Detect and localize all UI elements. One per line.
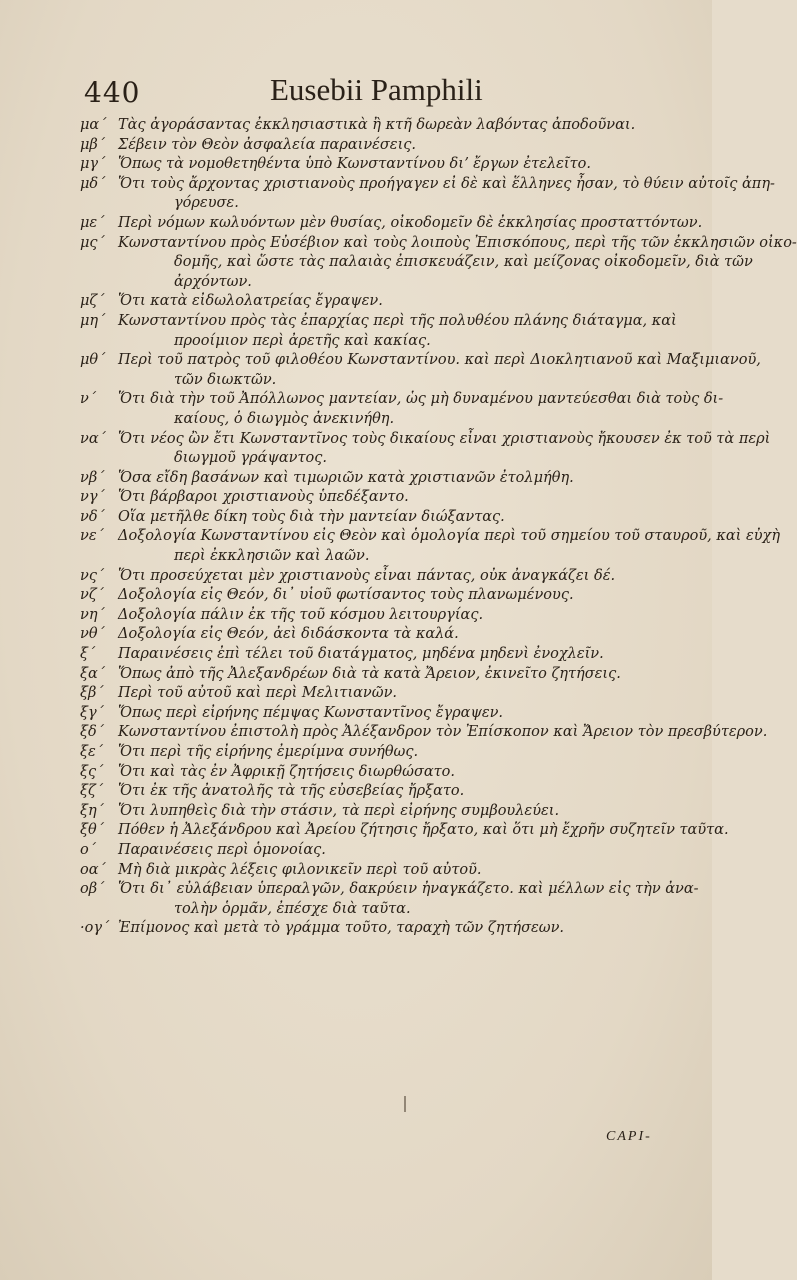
chapter-summary: [118, 527, 780, 566]
chapter-number: ξε΄: [80, 744, 104, 760]
chapter-summary: [118, 704, 680, 724]
chapter-number: μς΄: [80, 234, 105, 251]
chapter-summary: [118, 802, 680, 822]
chapter-entry: [80, 606, 680, 626]
chapter-summary-line: Σέβειν τὸν Θεὸν ἀσφαλεία παραινέσεις.: [118, 136, 417, 153]
chapter-entry: [80, 116, 680, 136]
chapter-summary-line: Οἵα μετῆλθε δίκη τοὺς διὰ τὴν μαντείαν διώξαντας.: [118, 508, 505, 525]
chapter-number: νς΄: [80, 567, 105, 584]
chapter-number: νη΄: [80, 606, 105, 623]
chapter-entry: [80, 821, 729, 841]
chapter-entry: [80, 880, 699, 919]
chapter-number: να΄: [80, 430, 106, 447]
chapter-summary-line: Δοξολογία πάλιν ἐκ τῆς τοῦ κόσμου λειτουργίας.: [118, 606, 484, 623]
chapter-summary: [118, 821, 729, 841]
chapter-summary-line: Ὅτι περὶ τῆς εἰρήνης ἐμερίμνα συνήθως.: [118, 744, 419, 760]
chapter-summary: [118, 586, 680, 606]
chapter-summary: [118, 665, 680, 685]
chapter-number: ξθ΄: [80, 822, 104, 839]
chapter-summary-line: Τὰς ἀγοράσαντας ἐκκλησιαστικὰ ἢ κτῆ δωρεὰν λαβόντας ἀποδοῦναι.: [118, 117, 636, 133]
chapter-entry: [80, 743, 680, 763]
chapter-summary: [118, 390, 723, 429]
catchword: CAPI-: [606, 1129, 652, 1144]
chapter-entry: [80, 802, 680, 822]
chapter-summary: [118, 782, 680, 802]
chapter-entry: [80, 469, 680, 489]
chapter-summary-line: Δοξολογία εἰς Θεόν, δι᾽ υἱοῦ φωτίσαντος τοὺς πλανωμένους.: [118, 587, 574, 604]
chapter-entry: [80, 155, 680, 175]
chapter-entry: [80, 567, 680, 587]
chapter-summary: [118, 645, 680, 665]
chapter-number: μα΄: [80, 117, 107, 133]
chapter-summary: [118, 292, 680, 312]
chapter-summary: [118, 684, 680, 704]
chapter-number: ξη΄: [80, 802, 104, 819]
chapter-summary-line: Περὶ τοῦ αὐτοῦ καὶ περὶ Μελιτιανῶν.: [118, 685, 397, 702]
chapter-summary: [118, 312, 680, 351]
chapter-summary-line: Κωνσταντίνου πρὸς τὰς ἐπαρχίας περὶ τῆς πολυθέου πλάνης διάταγμα, καὶ: [118, 312, 677, 329]
chapter-entry: [80, 841, 680, 861]
chapter-number: μθ΄: [80, 352, 106, 369]
chapter-summary: [118, 625, 680, 645]
chapter-summary-line: γόρευσε.: [174, 195, 239, 212]
chapter-summary-line: Κωνσταντίνου ἐπιστολὴ πρὸς Ἀλέξανδρον τὸν Ἐπίσκοπον καὶ Ἄρειον τὸν πρεσβύτερον.: [118, 724, 768, 741]
chapter-summary-line: Ὅτι προσεύχεται μὲν χριστιανοὺς εἶναι πάντας, οὐκ ἀναγκάζει δέ.: [118, 567, 616, 584]
chapter-entry: [80, 312, 680, 351]
chapter-summary: [118, 919, 680, 939]
chapter-summary-line: Ὅπως ἀπὸ τῆς Ἀλεξανδρέων διὰ τὰ κατὰ Ἄρειον, ἐκινεῖτο ζητήσεις.: [118, 665, 621, 682]
chapter-entry: [80, 586, 680, 606]
chapter-entry: [80, 234, 797, 293]
chapter-entry: [80, 351, 761, 390]
chapter-summary: [118, 214, 702, 234]
chapter-entry: [80, 919, 680, 939]
chapter-number: μδ΄: [80, 175, 106, 192]
chapter-summary: [118, 763, 680, 783]
chapter-summary-line: Ὅσα εἴδη βασάνων καὶ τιμωριῶν κατὰ χριστιανῶν ἐτολμήθη.: [118, 469, 574, 486]
chapter-number: ξδ΄: [80, 724, 104, 741]
chapter-number: νζ΄: [80, 587, 104, 604]
chapter-summary-line: ἀρχόντων.: [174, 273, 252, 290]
chapter-number: μγ΄: [80, 156, 106, 173]
chapter-entry: [80, 430, 771, 469]
chapter-summary: [118, 136, 680, 156]
chapter-entry: [80, 625, 680, 645]
chapter-summary: [118, 508, 680, 528]
chapter-summary-line: Ὅτι λυπηθεὶς διὰ τὴν στάσιν, τὰ περὶ εἰρήνης συμβουλεύει.: [118, 802, 560, 819]
chapter-number: ξς΄: [80, 763, 104, 780]
chapter-summary: [118, 155, 680, 175]
chapter-summary-line: Ὅτι τοὺς ἄρχοντας χριστιανοὺς προήγαγεν εἰ δὲ καὶ ἕλληνες ἦσαν, τὸ θύειν αὐτοῖς ἀπη-: [118, 175, 775, 192]
chapter-summary-line: τῶν διωκτῶν.: [174, 371, 277, 388]
chapter-summary: [118, 469, 680, 489]
chapter-entry: [80, 861, 680, 881]
chapter-summary-line: Ὅτι νέος ὢν ἔτι Κωνσταντῖνος τοὺς δικαίους εἶναι χριστιανοὺς ἤκουσεν ἐκ τοῦ τὰ περὶ: [118, 430, 771, 447]
chapter-summary: [118, 116, 680, 136]
chapter-entry: [80, 136, 680, 156]
chapter-summary-line: Περὶ νόμων κωλυόντων μὲν θυσίας, οἰκοδομεῖν δὲ ἐκκλησίας προσταττόντων.: [118, 214, 703, 231]
chapter-summary: [118, 743, 680, 763]
chapter-number: νθ΄: [80, 626, 105, 643]
chapter-summary-line: καίους, ὁ διωγμὸς ἀνεκινήθη.: [174, 410, 395, 427]
chapter-entry: [80, 175, 775, 214]
chapter-summary: [118, 175, 775, 214]
chapter-entry: [80, 508, 680, 528]
page-header: [84, 72, 652, 112]
chapter-summary-line: τολὴν ὁρμᾶν, ἐπέσχε διὰ ταῦτα.: [174, 900, 411, 917]
chapter-summary: [118, 488, 680, 508]
chapter-index-list: [80, 116, 797, 939]
chapter-summary-line: Κωνσταντίνου πρὸς Εὐσέβιον καὶ τοὺς λοιποὺς Ἐπισκόπους, περὶ τῆς τῶν ἐκκλησιῶν οἰκο-: [118, 234, 797, 251]
chapter-number: ξβ΄: [80, 685, 104, 702]
chapter-number: οβ΄: [80, 881, 105, 898]
chapter-summary-line: Ὅτι διὰ τὴν τοῦ Ἀπόλλωνος μαντείαν, ὡς μὴ δυναμένου μαντεύεσθαι διὰ τοὺς δι-: [118, 391, 724, 408]
running-title: Eusebii Pamphili: [270, 72, 483, 107]
chapter-summary-line: Ὅτι κατὰ εἰδωλολατρείας ἔγραψεν.: [118, 293, 383, 310]
chapter-number: ξγ΄: [80, 704, 104, 721]
chapter-entry: [80, 704, 680, 724]
ink-mark: [404, 1096, 406, 1112]
chapter-summary-line: Περὶ τοῦ πατρὸς τοῦ φιλοθέου Κωνσταντίνου. καὶ περὶ Διοκλητιανοῦ καὶ Μαξιμιανοῦ,: [118, 352, 761, 369]
chapter-number: μζ΄: [80, 293, 105, 310]
chapter-entry: [80, 292, 680, 312]
chapter-entry: [80, 763, 680, 783]
chapter-number: ξζ΄: [80, 783, 104, 800]
chapter-summary-line: περὶ ἐκκλησιῶν καὶ λαῶν.: [174, 548, 370, 565]
chapter-summary-line: διωγμοῦ γράψαντος.: [174, 450, 327, 467]
chapter-entry: [80, 723, 768, 743]
chapter-summary: [118, 861, 680, 881]
chapter-summary: [118, 841, 680, 861]
page-number: 440: [84, 76, 141, 109]
chapter-summary-line: Ὅτι δι᾽ εὐλάβειαν ὑπεραλγῶν, δακρύειν ἠναγκάζετο. καὶ μέλλων εἰς τὴν ἀνα-: [118, 881, 699, 898]
chapter-summary-line: Ὅπως περὶ εἰρήνης πέμψας Κωνσταντῖνος ἔγραψεν.: [118, 704, 504, 721]
chapter-summary-line: Ὅτι βάρβαροι χριστιανοὺς ὑπεδέξαντο.: [118, 489, 409, 506]
chapter-summary-line: Δοξολογία Κωνσταντίνου εἰς Θεὸν καὶ ὁμολογία περὶ τοῦ σημείου τοῦ σταυροῦ, καὶ εὐχὴ: [118, 528, 781, 545]
chapter-number: ξα΄: [80, 665, 106, 682]
chapter-number: νε΄: [80, 528, 104, 545]
chapter-summary: [118, 723, 767, 743]
chapter-summary-line: Παραινέσεις ἐπὶ τέλει τοῦ διατάγματος, μηδένα μηδενὶ ἐνοχλεῖν.: [118, 646, 604, 663]
chapter-entry: [80, 665, 680, 685]
chapter-entry: [80, 488, 680, 508]
chapter-number: ο΄: [80, 841, 96, 858]
chapter-summary-line: Ὅτι καὶ τὰς ἐν Ἀφρικῇ ζητήσεις διωρθώσατο.: [118, 763, 455, 780]
chapter-summary: [118, 351, 761, 390]
chapter-number: νδ΄: [80, 508, 105, 525]
chapter-number: ξ΄: [80, 646, 96, 663]
chapter-number: με΄: [80, 214, 105, 231]
chapter-number: μβ΄: [80, 136, 106, 153]
chapter-entry: [80, 684, 680, 704]
chapter-number: μη΄: [80, 312, 106, 329]
chapter-number: νγ΄: [80, 489, 105, 506]
chapter-summary-line: Ὅτι ἐκ τῆς ἀνατολῆς τὰ τῆς εὐσεβείας ἤρξατο.: [118, 783, 465, 800]
chapter-summary: [118, 606, 680, 626]
chapter-summary-line: Παραινέσεις περὶ ὁμονοίας.: [118, 841, 326, 858]
chapter-summary: [118, 234, 797, 293]
chapter-summary-line: Πόθεν ἡ Ἀλεξάνδρου καὶ Ἀρείου ζήτησις ἤρξατο, καὶ ὅτι μὴ ἔχρῆν συζητεῖν ταῦτα.: [118, 822, 729, 839]
chapter-number: ·ογ΄: [80, 920, 110, 937]
chapter-number: νβ΄: [80, 469, 105, 486]
chapter-entry: [80, 527, 781, 566]
chapter-summary: [118, 567, 680, 587]
chapter-summary: [118, 430, 770, 469]
chapter-entry: [80, 214, 703, 234]
chapter-number: ν΄: [80, 391, 97, 408]
chapter-entry: [80, 390, 724, 429]
chapter-summary-line: Ἐπίμονος καὶ μετὰ τὸ γράμμα τοῦτο, ταραχὴ τῶν ζητήσεων.: [118, 920, 565, 937]
chapter-entry: [80, 645, 680, 665]
chapter-summary-line: Μὴ διὰ μικρὰς λέξεις φιλονικεῖν περὶ τοῦ αὐτοῦ.: [118, 861, 482, 878]
chapter-summary-line: Δοξολογία εἰς Θεόν, ἀεὶ διδάσκοντα τὰ καλά.: [118, 626, 459, 643]
chapter-summary: [118, 880, 699, 919]
chapter-entry: [80, 782, 680, 802]
chapter-summary-line: προοίμιον περὶ ἀρετῆς καὶ κακίας.: [174, 332, 431, 349]
chapter-number: οα΄: [80, 861, 106, 878]
chapter-summary-line: δομῆς, καὶ ὥστε τὰς παλαιὰς ἐπισκευάζειν, καὶ μείζονας οἰκοδομεῖν, διὰ τῶν: [174, 254, 753, 271]
chapter-summary-line: Ὅπως τὰ νομοθετηθέντα ὑπὸ Κωνσταντίνου διʼ ἔργων ἐτελεῖτο.: [118, 156, 591, 173]
